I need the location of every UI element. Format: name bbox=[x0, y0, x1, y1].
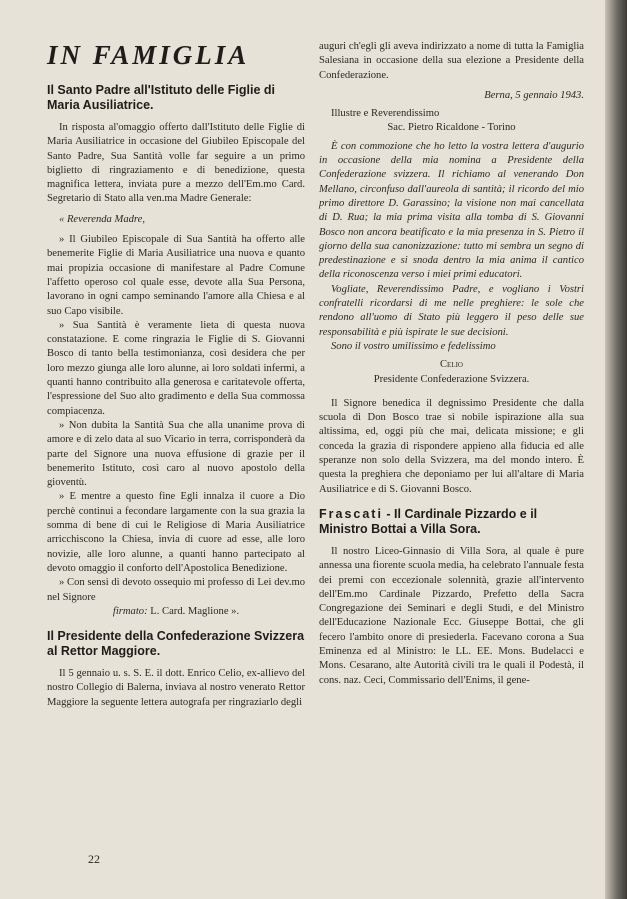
letter-addressee: Illustre e Reverendissimo bbox=[331, 108, 440, 120]
signer-name: Celio bbox=[439, 359, 463, 371]
page-title: IN FAMIGLIA bbox=[47, 40, 250, 70]
page-binding-edge bbox=[605, 0, 627, 899]
frascati-heading-place: Frascati bbox=[319, 506, 383, 521]
pope-signature bbox=[47, 605, 305, 619]
letter-paragraph: È con commozione che ho letto la vostra lettera d'augurio in occasione della mia nomina a Presidente della Confederazione svizzera. Il richiamo al venerando Don Mellano, circonfuso dall'aureola di santità; il ricordo del mio primo direttore D. Garassino; la visione non mai cancellata di D. Rua; la mia prima visita alla tomba di S. Giovanni Bosco non ancora beatificato e la mia presenza in S. Pietro il giorno della sua canonizzazione: tutto mi sembra un segno di predestinazione e si snoda dentro la mia anima il cantico della riconoscenza verso i miei primi educatori. bbox=[319, 140, 584, 281]
pope-intro: In risposta al'omaggio offerto dall'Istituto delle Figlie di Maria Ausiliatrice in occasione del Giubileo Episcopale del Santo Padre, Sua Santità volle far seguire a un primo biglietto di ringraziamento e di benedizione, questa magnifica lettera, inviata pure a mezzo dell'Em.mo Card. Segretario di Stato alla ven.ma Madre Generale: bbox=[47, 122, 305, 205]
right-column bbox=[319, 40, 584, 688]
swiss-body-continued: auguri ch'egli gli aveva indirizzato a nome di tutta la Famiglia Salesiana in occasione della sua elezione a Presidente della Confederazione. bbox=[319, 41, 584, 81]
page-number: 22 bbox=[88, 852, 100, 866]
pope-article-heading: Il Santo Padre all'Istituto delle Figlie di Maria Ausiliatrice. bbox=[47, 83, 276, 112]
letter-dateline: Berna, 5 gennaio 1943. bbox=[484, 89, 584, 101]
pope-paragraph: » Sua Santità è veramente lieta di questa nuova constatazione. E come ringrazia le Figlie di S. Giovanni Bosco di tanto bella testimonianza, così desidera che per loro mezzo giunga alle loro alunne, ai loro soldati infermi, a quanti hanno contribuito alla generosa e caritatevole offerta, l'espressione del Suo alto gradimento e della Sua commossa compiacenza. bbox=[47, 319, 305, 417]
signer-title: Presidente Confederazione Svizzera. bbox=[373, 373, 530, 385]
pope-paragraph: » Con sensi di devoto ossequio mi professo di Lei dev.mo nel Signore bbox=[47, 577, 305, 603]
left-column bbox=[47, 36, 305, 710]
frascati-body: Il nostro Liceo-Ginnasio di Villa Sora, al quale è pure annessa una fiorente scuola media, ha celebrato l'annuale festa dei premi con eccezionale solennità, grazie all'intervento dell'Em.mo Cardinale Pizzardo, Prefetto della Sacra Congregazione dei Seminari e degli Studi, e del Ministro dell'Educazione Nazionale Ecc. Giuseppe Bottai, che gli fecero l'ambito onore di presiederla. Facevano corona a Sua Eminenza ed al Ministro: le LL. EE. Mons. Budelacci e Mons. Cesarano, alte Autorità civili tra le quali il Podestà, il cons. naz. Ceci, Commissario dell'Enims, il gene- bbox=[319, 545, 584, 686]
signature-name: L. Card. Maglione ». bbox=[150, 605, 240, 617]
letter-closing: Sono il vostro umilissimo e fedelissimo bbox=[331, 340, 496, 352]
pope-paragraph: » E mentre a questo fine Egli innalza il cuore a Dio perchè continui a fecondare largamente con la sua grazia la somma di bene di cui le Religiose di Maria Ausiliatrice arricchiscono la Chiesa, invia di cuore ad esse, alle loro novizie, alle loro alunne, a quanti hanno partecipato al devoto omaggio il conforto dell'Apostolica Benedizione. bbox=[47, 491, 305, 574]
swiss-after: Il Signore benedica il degnissimo Presidente che dalla scuola di Don Bosco trae sì nobile ispirazione alla sua altissima, ed, oggi più che mai, delicata missione; e gli conceda la grazia di rispondere appieno alla fiducia ed alle speranze non solo della Svizzera, ma del mondo intero. È questa la preghiera che deponiamo per lui all'altare di Maria Ausiliatrice e di S. Giovanni Bosco. bbox=[319, 397, 584, 495]
signature-prefix: firmato: bbox=[112, 605, 148, 617]
pope-paragraph: » Il Giubileo Episcopale di Sua Santità ha offerto alle benemerite Figlie di Maria Ausiliatrice una nuova e quanto mai propizia occasione di manifestare al Padre Comune l'affetto operoso col quale esse, devote alla Sua Persona, lavorano in ogni campo seminando l'amore alla Chiesa e al suo Capo visibile. bbox=[47, 234, 305, 317]
pope-salutation: « Reverenda Madre, bbox=[59, 213, 145, 225]
pope-paragraph: » Non dubita la Santità Sua che alla unanime prova di amore e di zelo data al suo Vicario in terra, corrisponderà da parte del Signore una nuova effusione di grazie per il benemerito Istituto, così caro al nuovo apostolo della gioventù. bbox=[47, 419, 305, 489]
frascati-article-heading bbox=[319, 507, 584, 537]
letter-addressee: Sac. Pietro Ricaldone - Torino bbox=[387, 122, 516, 134]
letter-paragraph: Vogliate, Reverendissimo Padre, e vogliano i Vostri confratelli ricordarsi di me nelle preghiere: le sole che rendono all'uomo di Stato più leggero il peso delle sue responsabilità e più ispirate le sue decisioni. bbox=[319, 283, 584, 338]
swiss-body-start: Il 5 gennaio u. s. S. E. il dott. Enrico Celio, ex-allievo del nostro Collegio di Balerna, inviava al nostro venerato Rettor Maggiore la seguente lettera autografa per ringraziarlo degli bbox=[47, 668, 305, 708]
swiss-article-heading: Il Presidente della Confederazione Svizzera al Rettor Maggiore. bbox=[47, 629, 305, 659]
frascati-heading-rest: - Il Cardinale Pizzardo e il Ministro Bottai a Villa Sora. bbox=[319, 506, 538, 536]
